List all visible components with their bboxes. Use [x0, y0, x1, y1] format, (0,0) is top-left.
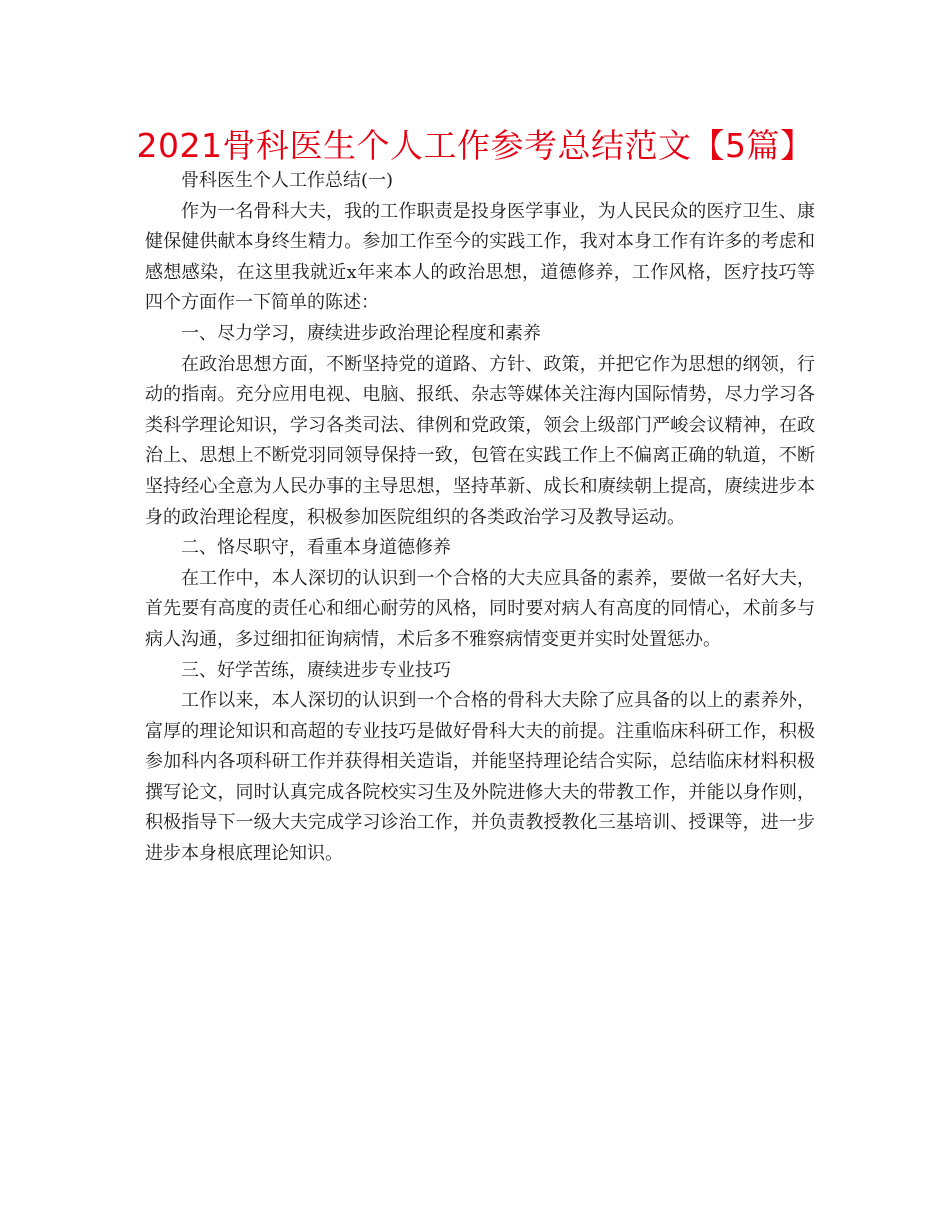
- document-body: [145, 166, 815, 870]
- section-heading-study: 一、尽力学习，赓续进步政治理论程度和素养: [181, 322, 541, 344]
- section-heading-ethics: 二、恪尽职守，看重本身道德修养: [181, 537, 451, 559]
- document-title: 2021骨科医生个人工作参考总结范文【5篇】: [136, 126, 814, 165]
- intro-paragraph: 作为一名骨科大夫，我的工作职责是投身医学事业，为人民民众的医疗卫生、康健保健供献本身终生精力。参加工作至今的实践工作，我对本身工作有许多的考虑和感想感染，在这里我就近x年来本人的政治思想，道德修养，工作风格，医疗技巧等四个方面作一下简单的陈述：: [145, 200, 815, 314]
- section-heading-part-one: 骨科医生个人工作总结(一): [181, 170, 394, 191]
- politics-paragraph: 在政治思想方面，不断坚持党的道路、方针、政策，并把它作为思想的纲领，行动的指南。充分应用电视、电脑、报纸、杂志等媒体关注海内国际情势，尽力学习各类科学理论知识，学习各类司法、律例和党政策，领会上级部门严峻会议精神，在政治上、思想上不断党羽同领导保持一致，包管在实践工作上不偏离正确的轨道，不断坚持经心全意为人民办事的主导思想，坚持革新、成长和赓续朝上提高，赓续进步本身的政治理论程度，积极参加医院组织的各类政治学习及教导运动。: [145, 353, 815, 528]
- section-heading-skills: 三、好学苦练，赓续进步专业技巧: [181, 659, 451, 681]
- ethics-paragraph: 在工作中，本人深切的认识到一个合格的大夫应具备的素养，要做一名好大夫，首先要有高度的责任心和细心耐劳的风格，同时要对病人有高度的同情心，术前多与病人沟通，多过细扣征询病情，术后多不雅察病情变更并实时处置惩办。: [145, 567, 815, 650]
- skills-paragraph: 工作以来，本人深切的认识到一个合格的骨科大夫除了应具备的以上的素养外，富厚的理论知识和高超的专业技巧是做好骨科大夫的前提。注重临床科研工作，积极参加科内各项科研工作并获得相关造诣，并能坚持理论结合实际，总结临床材料积极撰写论文，同时认真完成各院校实习生及外院进修大夫的带教工作，并能以身作则，积极指导下一级大夫完成学习诊治工作，并负责教授教化三基培训、授课等，进一步进步本身根底理论知识。: [145, 690, 815, 865]
